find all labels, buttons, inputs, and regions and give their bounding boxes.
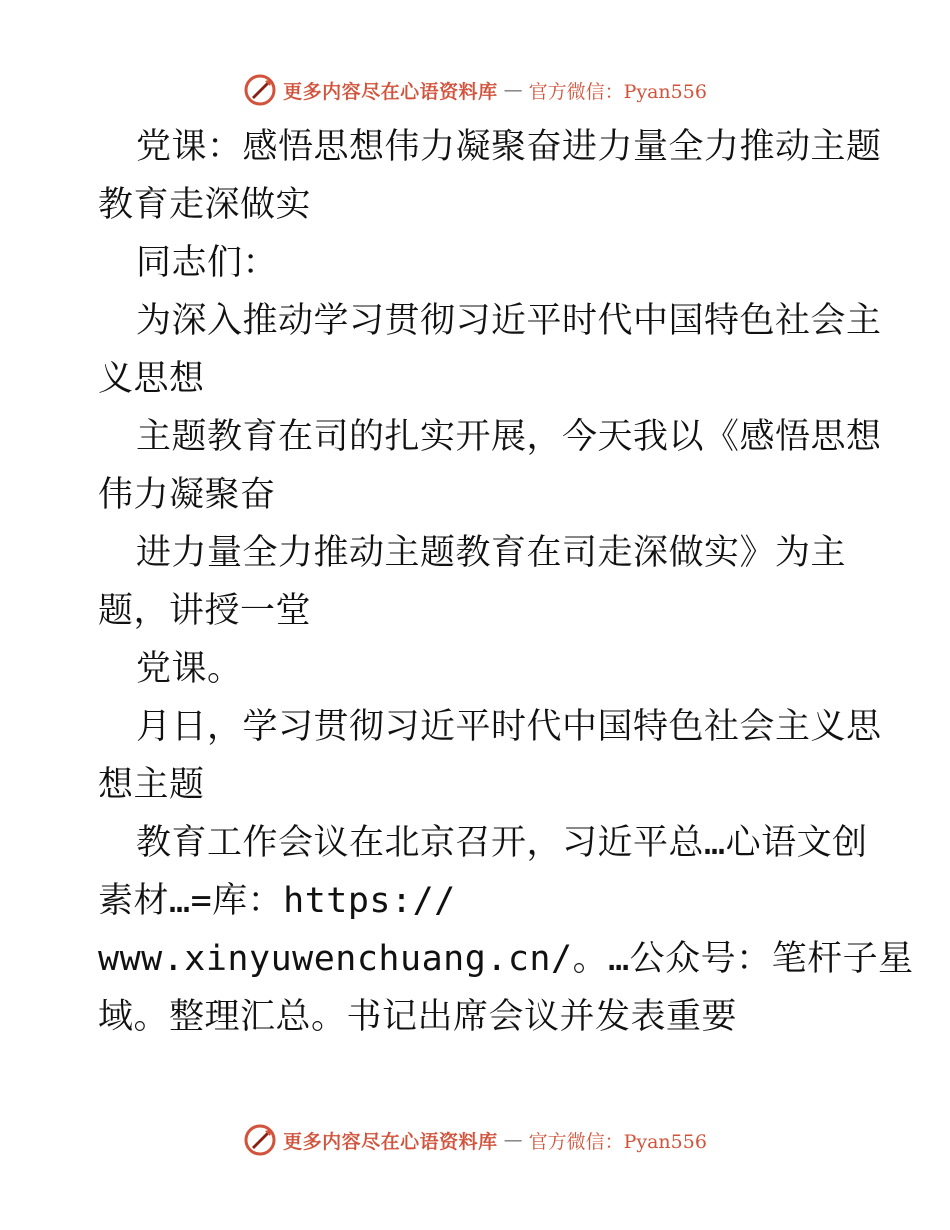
body-line: 伟力凝聚奋 xyxy=(98,475,276,515)
body-line: 域。整理汇总。书记出席会议并发表重要 xyxy=(98,997,738,1037)
body-line: 进力量全力推动主题教育在司走深做实》为主 xyxy=(136,533,847,573)
page-header xyxy=(0,68,950,112)
document-body xyxy=(98,118,914,1046)
body-line: 主题教育在司的扎实开展，今天我以《感悟思想 xyxy=(136,417,882,457)
body-line: www.xinyuwenchuang.cn/。…公众号：笔杆子星 xyxy=(98,939,914,979)
footer-banner-text: 更多内容尽在心语资料库 xyxy=(283,1130,498,1153)
body-line: 党课：感悟思想伟力凝聚奋进力量全力推动主题 xyxy=(136,127,882,167)
body-line: 素材…=库：https:// xyxy=(98,881,456,921)
body-line: 党课。 xyxy=(136,649,243,689)
body-line: 教育工作会议在北京召开，习近平总…心语文创 xyxy=(136,823,868,863)
body-line: 义思想 xyxy=(98,359,205,399)
header-banner-dash: — xyxy=(503,79,523,101)
page-footer xyxy=(0,1118,950,1162)
body-line: 为深入推动学习贯彻习近平时代中国特色社会主 xyxy=(136,301,882,341)
quill-logo-icon xyxy=(243,1123,277,1157)
footer-banner-dash: — xyxy=(503,1129,523,1151)
footer-banner-contact: 官方微信：Pyan556 xyxy=(528,1130,707,1153)
header-banner-contact: 官方微信：Pyan556 xyxy=(528,80,707,103)
body-line: 教育走深做实 xyxy=(98,185,312,225)
header-banner xyxy=(243,73,707,107)
quill-logo-icon xyxy=(243,73,277,107)
body-line: 题，讲授一堂 xyxy=(98,591,312,631)
body-line: 同志们： xyxy=(136,243,279,283)
header-banner-text: 更多内容尽在心语资料库 xyxy=(283,80,498,103)
body-line: 月日，学习贯彻习近平时代中国特色社会主义思 xyxy=(136,707,882,747)
footer-banner xyxy=(243,1123,707,1157)
body-line: 想主题 xyxy=(98,765,205,805)
